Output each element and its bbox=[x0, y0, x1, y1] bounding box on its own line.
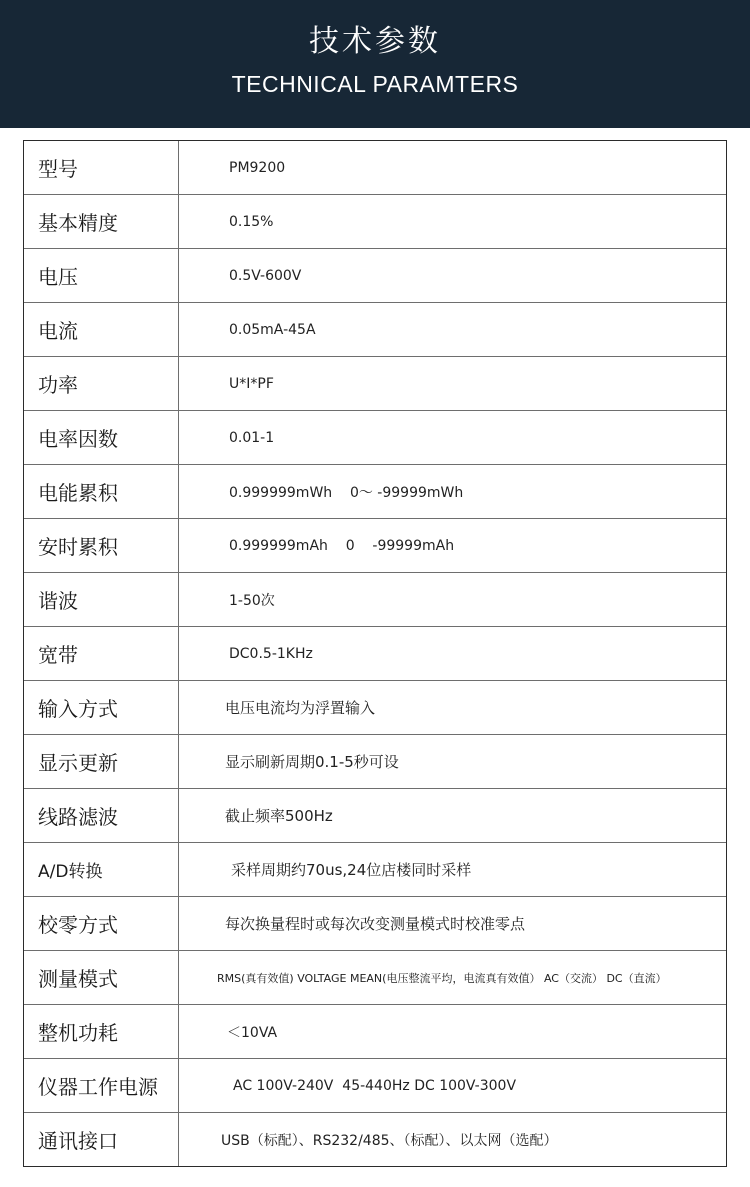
spec-value: ＜10VA bbox=[227, 1024, 278, 1041]
spec-value: 1-50次 bbox=[229, 592, 275, 609]
spec-table bbox=[23, 140, 727, 1167]
spec-label: 电率因数 bbox=[24, 411, 179, 464]
spec-label: 通讯接口 bbox=[24, 1113, 179, 1166]
spec-row-display-update bbox=[24, 735, 726, 789]
spec-value: 0.05mA-45A bbox=[229, 321, 316, 338]
spec-row-power bbox=[24, 357, 726, 411]
spec-value: U*I*PF bbox=[229, 375, 274, 392]
spec-value: AC 100V-240V 45-440Hz DC 100V-300V bbox=[233, 1077, 517, 1094]
spec-label: 电流 bbox=[24, 303, 179, 356]
spec-value: 采样周期约70us,24位店楼同时采样 bbox=[231, 861, 472, 879]
spec-row-bandwidth bbox=[24, 627, 726, 681]
spec-value: 0.01-1 bbox=[229, 429, 275, 446]
spec-value: DC0.5-1KHz bbox=[229, 645, 313, 662]
spec-value: PM9200 bbox=[229, 159, 286, 176]
header-banner bbox=[0, 0, 750, 128]
spec-row-power-factor bbox=[24, 411, 726, 465]
spec-row-harmonics bbox=[24, 573, 726, 627]
spec-label: 谐波 bbox=[24, 573, 179, 626]
spec-row-model bbox=[24, 141, 726, 195]
page-title: 技术参数 bbox=[309, 24, 441, 59]
spec-row-power-consumption bbox=[24, 1005, 726, 1059]
spec-label: 电压 bbox=[24, 249, 179, 302]
spec-row-ampere-hour-accumulation bbox=[24, 519, 726, 573]
spec-label: 仪器工作电源 bbox=[24, 1059, 179, 1112]
spec-label: 电能累积 bbox=[24, 465, 179, 518]
spec-row-current bbox=[24, 303, 726, 357]
spec-row-accuracy bbox=[24, 195, 726, 249]
spec-label: 宽带 bbox=[24, 627, 179, 680]
spec-value: 每次换量程时或每次改变测量模式时校准零点 bbox=[225, 915, 526, 933]
spec-label: 显示更新 bbox=[24, 735, 179, 788]
spec-label: 输入方式 bbox=[24, 681, 179, 734]
page-subtitle: TECHNICAL PARAMTERS bbox=[231, 71, 519, 97]
spec-value: 0.15% bbox=[229, 213, 274, 230]
spec-row-input-mode bbox=[24, 681, 726, 735]
spec-label: 安时累积 bbox=[24, 519, 179, 572]
spec-label: 型号 bbox=[24, 141, 179, 194]
spec-label: 基本精度 bbox=[24, 195, 179, 248]
spec-label: 整机功耗 bbox=[24, 1005, 179, 1058]
spec-value: 截止频率500Hz bbox=[225, 807, 333, 825]
spec-label: 线路滤波 bbox=[24, 789, 179, 842]
spec-row-energy-accumulation bbox=[24, 465, 726, 519]
spec-value: USB（标配）、RS232/485、（标配）、以太网（选配） bbox=[221, 1132, 558, 1149]
spec-row-ad-conversion bbox=[24, 843, 726, 897]
spec-value: 0.999999mAh 0 -99999mAh bbox=[229, 537, 455, 554]
spec-row-power-supply bbox=[24, 1059, 726, 1113]
spec-row-voltage bbox=[24, 249, 726, 303]
spec-row-measurement-mode bbox=[24, 951, 726, 1005]
spec-row-zero-calibration bbox=[24, 897, 726, 951]
spec-value: 0.999999mWh 0～ -99999mWh bbox=[229, 484, 464, 501]
spec-value: 电压电流均为浮置输入 bbox=[225, 699, 376, 717]
spec-label: A/D转换 bbox=[24, 843, 179, 896]
spec-row-communication-interface bbox=[24, 1113, 726, 1166]
spec-row-line-filter bbox=[24, 789, 726, 843]
spec-value: 0.5V-600V bbox=[229, 267, 302, 284]
spec-value: 显示刷新周期0.1-5秒可设 bbox=[225, 753, 399, 771]
spec-label: 功率 bbox=[24, 357, 179, 410]
spec-value: RMS(真有效值) VOLTAGE MEAN(电压整流平均，电流真有效值） AC（交流） DC（直流） bbox=[217, 971, 667, 985]
spec-label: 校零方式 bbox=[24, 897, 179, 950]
spec-label: 测量模式 bbox=[24, 951, 179, 1004]
